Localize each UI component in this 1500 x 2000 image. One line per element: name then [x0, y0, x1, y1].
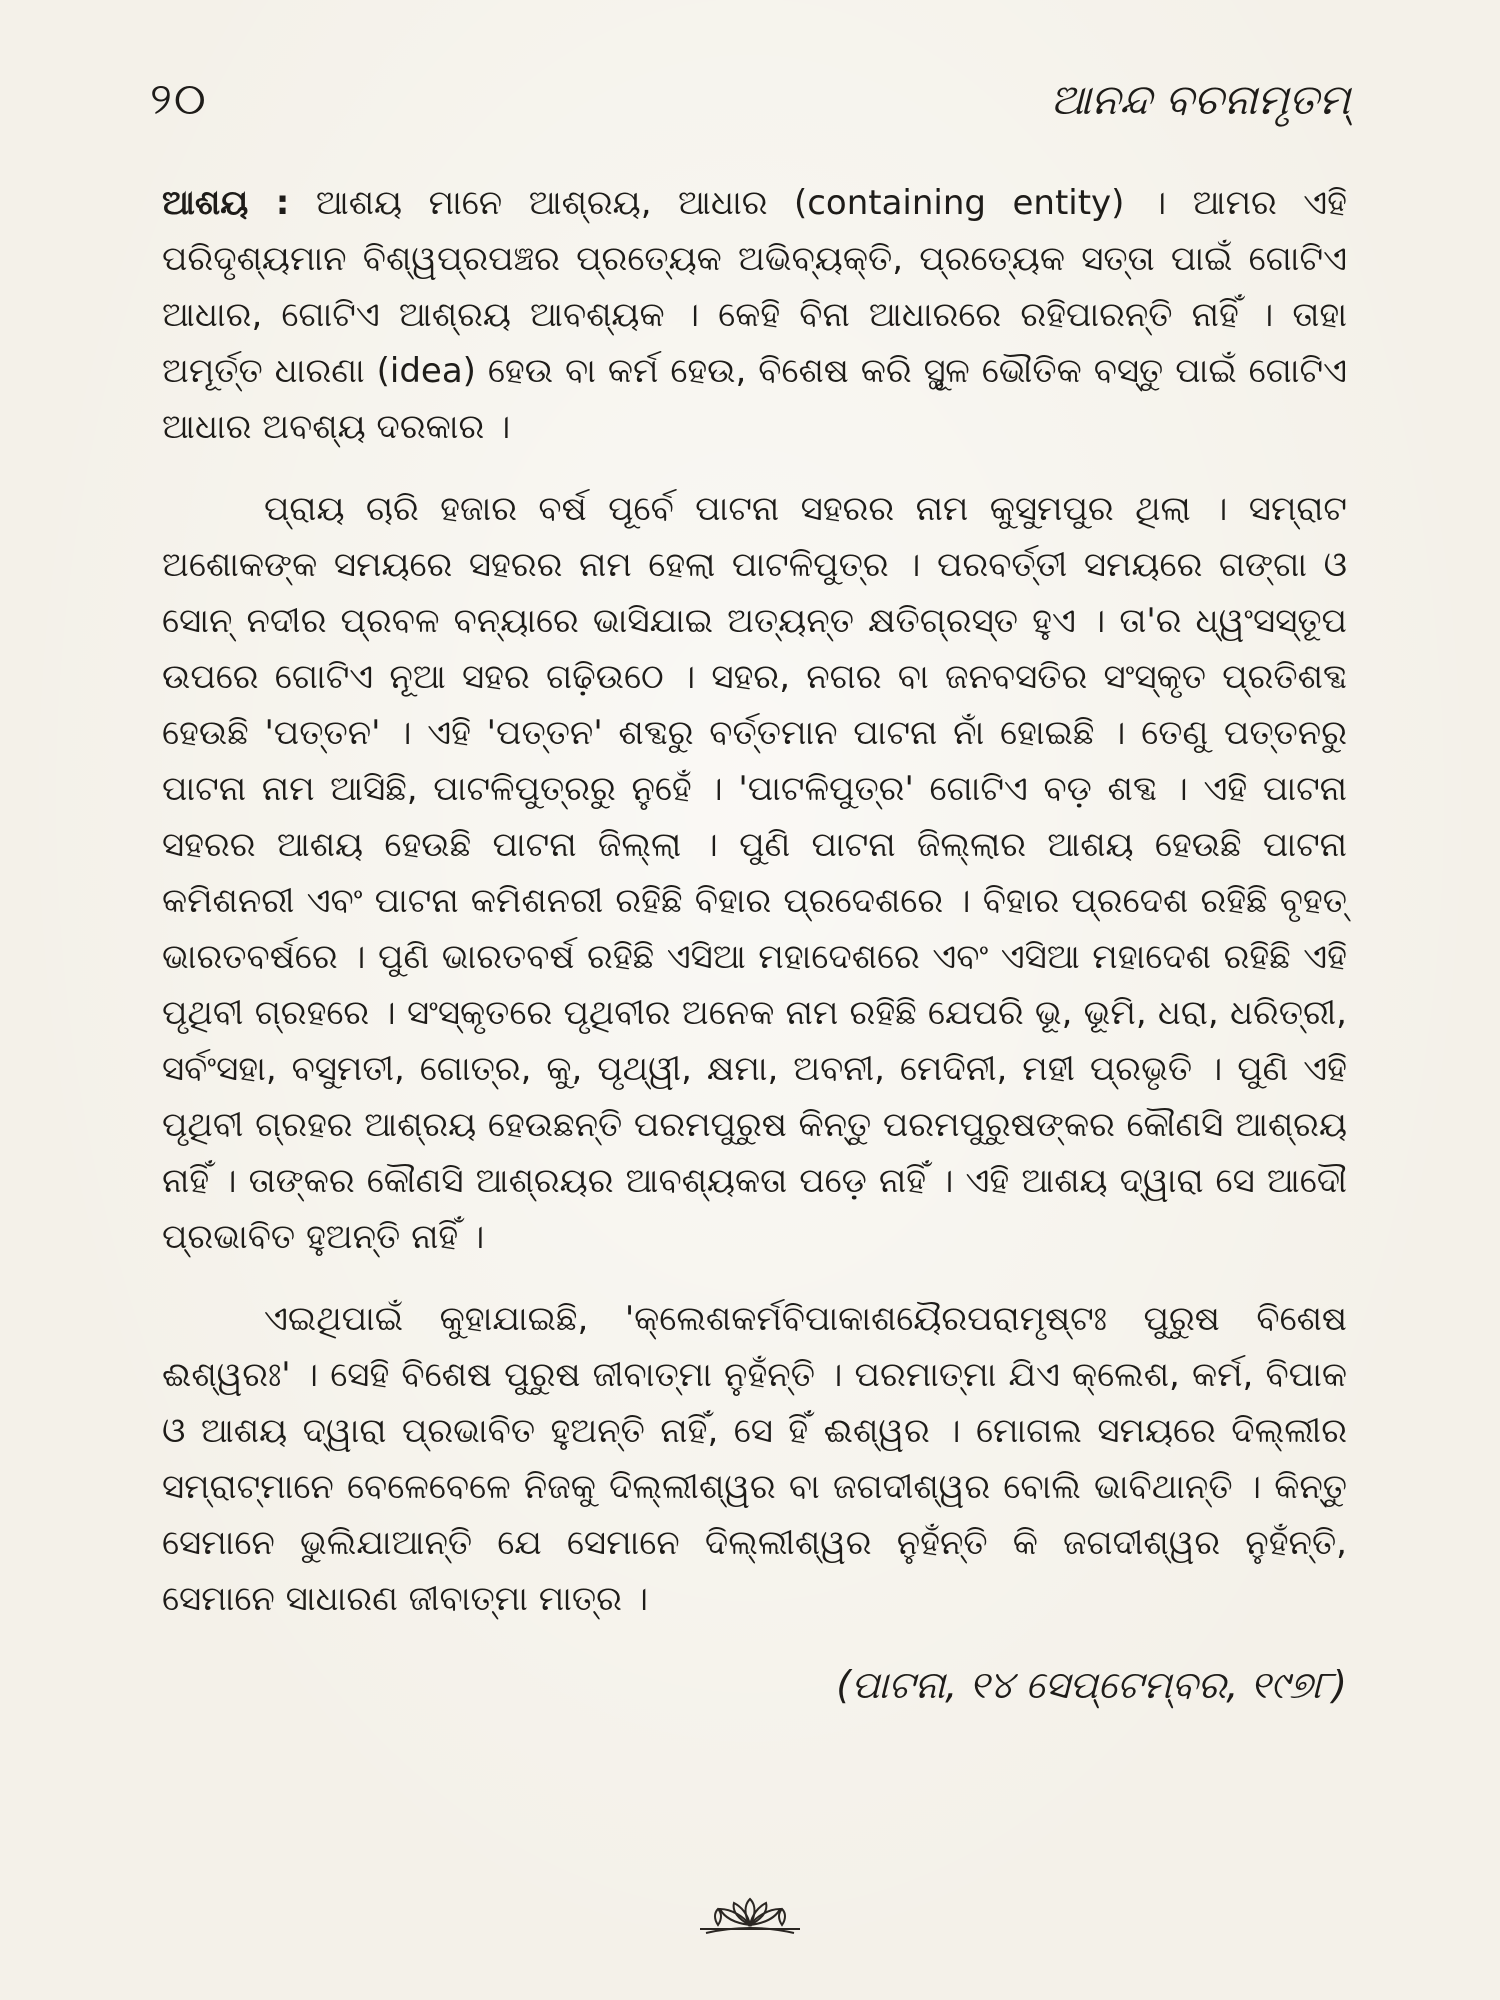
definition-text: ଆଶୟ ମାନେ ଆଶ୍ରୟ, ଆଧାର (containing entity) । ଆମର ଏହି ପରିଦୃଶ୍ୟମାନ ବିଶ୍ୱପ୍ରପଞ୍ଚର ପ୍ରତ୍ୟେକ ଅଭିବ୍ୟକ୍ତି, ପ୍ରତ୍ୟେକ ସତ୍ତା ପାଇଁ ଗୋଟିଏ ଆଧାର, ଗୋଟିଏ ଆଶ୍ରୟ ଆବଶ୍ୟକ । କେହି ବିନା ଆଧାରରେ ରହିପାରନ୍ତି ନାହିଁ । ତାହା ଅମୂର୍ତ୍ତ ଧାରଣା (idea) ହେଉ ବା କର୍ମ ହେଉ, ବିଶେଷ କରି ସ୍ଥୂଳ ଭୌତିକ ବସ୍ତୁ ପାଇଁ ଗୋଟିଏ ଆଧାର ଅବଶ୍ୟ ଦରକାର । — [162, 183, 1348, 447]
page-header — [150, 70, 1350, 130]
paragraph-patna: ପ୍ରାୟ ଚାରି ହଜାର ବର୍ଷ ପୂର୍ବେ ପାଟନା ସହରର ନାମ କୁସୁମପୁର ଥିଲା । ସମ୍ରାଟ ଅଶୋକଙ୍କ ସମୟରେ ସହରର ନାମ ହେଲା ପାଟଳିପୁତ୍ର । ପରବର୍ତ୍ତୀ ସମୟରେ ଗଙ୍ଗା ଓ ସୋନ୍ ନଦୀର ପ୍ରବଳ ବନ୍ୟାରେ ଭାସିଯାଇ ଅତ୍ୟନ୍ତ କ୍ଷତିଗ୍ରସ୍ତ ହୁଏ । ତା'ର ଧ୍ୱଂସସ୍ତୂପ ଉପରେ ଗୋଟିଏ ନୂଆ ସହର ଗଢ଼ିଉଠେ । ସହର, ନଗର ବା ଜନବସତିର ସଂସ୍କୃତ ପ୍ରତିଶବ୍ଦ ହେଉଛି 'ପତ୍ତନ' । ଏହି 'ପତ୍ତନ' ଶବ୍ଦରୁ ବର୍ତ୍ତମାନ ପାଟନା ନାଁ ହୋଇଛି । ତେଣୁ ପତ୍ତନରୁ ପାଟନା ନାମ ଆସିଛି, ପାଟଳିପୁତ୍ରରୁ ନୁହେଁ । 'ପାଟଳିପୁତ୍ର' ଗୋଟିଏ ବଡ଼ ଶବ୍ଦ । ଏହି ପାଟନା ସହରର ଆଶୟ ହେଉଛି ପାଟନା ଜିଲ୍ଲା । ପୁଣି ପାଟନା ଜିଲ୍ଲାର ଆଶୟ ହେଉଛି ପାଟନା କମିଶନରୀ ଏବଂ ପାଟନା କମିଶନରୀ ରହିଛି ବିହାର ପ୍ରଦେଶରେ । ବିହାର ପ୍ରଦେଶ ରହିଛି ବୃହତ୍ ଭାରତବର୍ଷରେ । ପୁଣି ଭାରତବର୍ଷ ରହିଛି ଏସିଆ ମହାଦେଶରେ ଏବଂ ଏସିଆ ମହାଦେଶ ରହିଛି ଏହି ପୃଥିବୀ ଗ୍ରହରେ । ସଂସ୍କୃତରେ ପୃଥିବୀର ଅନେକ ନାମ ରହିଛି ଯେପରି ଭୂ, ଭୂମି, ଧରା, ଧରିତ୍ରୀ, ସର୍ବଂସହା, ବସୁମତୀ, ଗୋତ୍ର, କୁ, ପୃଥ୍ୱୀ, କ୍ଷମା, ଅବନୀ, ମେଦିନୀ, ମହୀ ପ୍ରଭୃତି । ପୁଣି ଏହି ପୃଥିବୀ ଗ୍ରହର ଆଶ୍ରୟ ହେଉଛନ୍ତି ପରମପୁରୁଷ କିନ୍ତୁ ପରମପୁରୁଷଙ୍କର କୌଣସି ଆଶ୍ରୟ ନାହିଁ । ତାଙ୍କର କୌଣସି ଆଶ୍ରୟର ଆବଶ୍ୟକତା ପଡ଼େ ନାହିଁ । ଏହି ଆଶୟ ଦ୍ୱାରା ସେ ଆଦୌ ପ୍ରଭାବିତ ହୁଅନ୍ତି ନାହିଁ । — [162, 489, 1347, 1257]
lotus-ornament-icon — [690, 1895, 810, 1935]
page-body — [162, 175, 1347, 1713]
paragraph-ishwara: ଏଇଥିପାଇଁ କୁହାଯାଇଛି, 'କ୍ଲେଶକର୍ମବିପାକାଶୟୈରପରାମୃଷ୍ଟଃ ପୁରୁଷ ବିଶେଷ ଈଶ୍ୱରଃ' । ସେହି ବିଶେଷ ପୁରୁଷ ଜୀବାତ୍ମା ନୁହଁନ୍ତି । ପରମାତ୍ମା ଯିଏ କ୍ଲେଶ, କର୍ମ, ବିପାକ ଓ ଆଶୟ ଦ୍ୱାରା ପ୍ରଭାବିତ ହୁଅନ୍ତି ନାହିଁ, ସେ ହିଁ ଈଶ୍ୱର । ମୋଗଲ ସମୟରେ ଦିଲ୍ଲୀର ସମ୍ରାଟ୍‌ମାନେ ବେଳେବେଳେ ନିଜକୁ ଦିଲ୍ଲୀଶ୍ୱର ବା ଜଗଦୀଶ୍ୱର ବୋଲି ଭାବିଥାନ୍ତି । କିନ୍ତୁ ସେମାନେ ଭୁଲିଯାଆନ୍ତି ଯେ ସେମାନେ ଦିଲ୍ଲୀଶ୍ୱର ନୁହଁନ୍ତି କି ଜଗଦୀଶ୍ୱର ନୁହଁନ୍ତି, ସେମାନେ ସାଧାରଣ ଜୀବାତ୍ମା ମାତ୍ର । — [162, 1299, 1347, 1619]
place-date-signoff: (ପାଟନା, ୧୪ ସେପ୍ଟେମ୍ବର, ୧୯୭୮) — [836, 1663, 1347, 1707]
running-title: ଆନନ୍ଦ ବଚନାମୃତମ୍ — [1050, 75, 1350, 124]
page-number: ୨୦ — [150, 74, 208, 125]
paragraph-definition — [162, 175, 1347, 455]
definition-term: ଆଶୟ : — [162, 183, 290, 223]
